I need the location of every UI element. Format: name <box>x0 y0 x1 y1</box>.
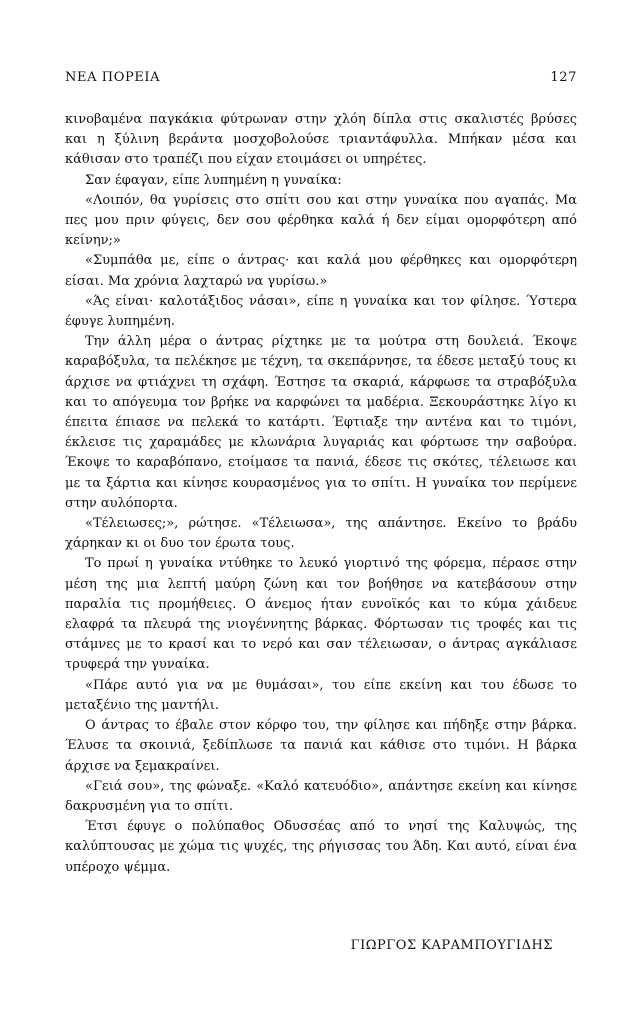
paragraph: «Λοιπόν, θα γυρίσεις στο σπίτι σου και στην γυναίκα που αγαπάς. Μα πες μου πριν φύγεις, δεν σου φέρθηκα καλά ή δεν είμαι ομορφότερη από κείνην;» <box>65 192 577 249</box>
paragraph: Ο άντρας το έβαλε στον κόρφο του, την φίλησε και πήδηξε στην βάρκα. Έλυσε τα σκοινιά, ξεδίπλωσε τα πανιά και κάθισε στο τιμόνι. Η βάρκα άρχισε να ξεμακραίνει. <box>65 718 577 774</box>
paragraph: Το πρωί η γυναίκα ντύθηκε το λευκό γιορτινό της φόρεμα, πέρασε στην μέση της μια λεπτή μαύρη ζώνη και τον βοήθησε να κατεβάσουν στην παραλία τις προμήθειες. Ο άνεμος ήταν ευνοϊκός και το κύμα χάιδευε ελαφρά τα πλευρά της νιογέννητης βάρκας. Φόρτωσαν τις τροφές και τις στάμνες με το κρασί και το νερό και σαν τέλειωσαν, ο άντρας αγκάλιασε τρυφερά την γυναίκα. <box>65 556 577 673</box>
running-header <box>65 70 577 85</box>
paragraph: «Τέλειωσες;», ρώτησε. «Τέλειωσα», της απάντησε. Εκείνο το βράδυ χάρηκαν κι οι δυο τον έρωτα τους. <box>65 516 577 552</box>
paragraph: «Πάρε αυτό για να με θυμάσαι», του είπε εκείνη και του έδωσε το μεταξένιο της μαντήλι. <box>65 677 577 713</box>
journal-title: ΝΕΑ ΠΟΡΕΙΑ <box>65 70 161 85</box>
paragraph: «Άς είναι· καλοτάξιδος νάσαι», είπε η γυναίκα και τον φίλησε. Ύστερα έφυγε λυπημένη. <box>65 293 577 330</box>
author-signature: ΓΙΩΡΓΟΣ ΚΑΡΑΜΠΟΥΓΙΔΗΣ <box>350 938 553 953</box>
body-text <box>65 110 577 878</box>
page-number: 127 <box>550 70 577 85</box>
paragraph: «Γειά σου», της φώναξε. «Καλό κατευόδιο», απάντησε εκείνη και κίνησε δακρυσμένη για το σπίτι. <box>65 778 577 814</box>
paragraph: Έτσι έφυγε ο πολύπαθος Οδυσσέας από το νησί της Καλυψώς, της καλύπτουσας με χώμα τις ψυχές, της ρήγισσας του Άδη. Και αυτό, είναι ένα υπέροχο ψέμμα. <box>65 819 577 875</box>
paragraph: Σαν έφαγαν, είπε λυπημένη η γυναίκα: <box>85 172 342 188</box>
paragraph: «Συμπάθα με, είπε ο άντρας· και καλά μου φέρθηκες και ομορφότερη είσαι. Μα χρόνια λαχταρώ να γυρίσω.» <box>65 253 577 289</box>
paragraph: κινοβαμένα παγκάκια φύτρωναν στην χλόη δίπλα στις σκαλιστές βρύσες και η ξύλινη βεράντα μοσχοβολούσε τριαντάφυλλα. Μπήκαν μέσα και κάθισαν στο τραπέζι που είχαν ετοιμάσει οι υπηρέτες. <box>65 112 577 168</box>
paragraph: Την άλλη μέρα ο άντρας ρίχτηκε με τα μούτρα στη δουλειά. Έκοψε καραβόξυλα, τα πελέκησε με τέχνη, τα σκεπάρνησε, τα έδεσε μεταξύ τους κι άρχισε να φτιάχνει τη σχάφη. Έστησε τα σκαριά, κάρφωσε τα στραβόξυλα και το απόγευμα τον βρήκε να καρφώνει τα μαδέρια. Ξεκουράστηκε λίγο κι έπειτα έπιασε να πελεκά το κατάρτι. Έφτιαξε την αντένα και το τιμόνι, έκλεισε τις χαραμάδες με κλωνάρια λυγαριάς και φόρτωσε την σαβούρα. Έκοψε το καραβόπανο, ετοίμασε τα πανιά, έδεσε τις σκότες, τέλειωσε και με τα ξάρτια και κίνησε κουρασμένος για το σπίτι. Η γυναίκα τον περίμενε στην αυλόπορτα. <box>65 334 577 511</box>
